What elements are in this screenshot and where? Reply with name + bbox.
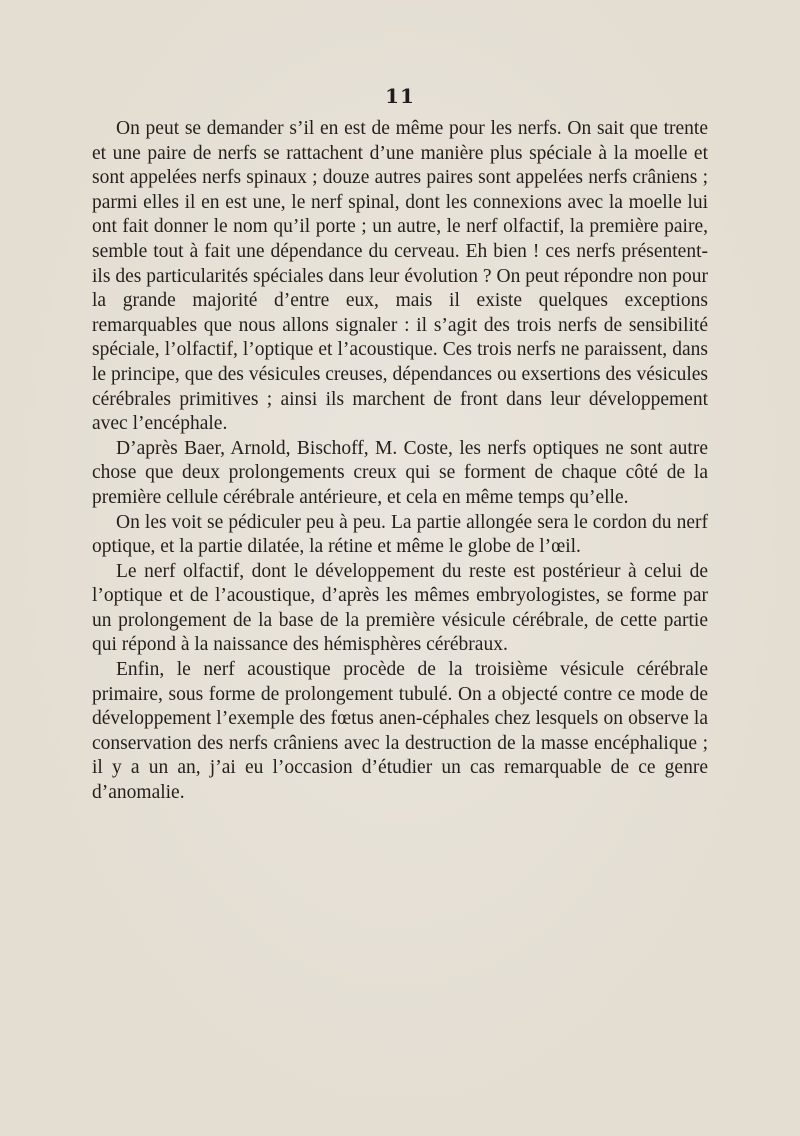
paragraph-4: Le nerf olfactif, dont le développement du reste est postérieur à celui de l’optique et de l’acoustique, d’après les mêmes embryologistes, se forme par un prolongement de la base de la première vésicule cérébrale, de cette partie qui répond à la naissance des hémisphères cérébraux. xyxy=(92,560,708,656)
paragraph-3: On les voit se pédiculer peu à peu. La partie allongée sera le cordon du nerf optique, et la partie dilatée, la rétine et même le globe de l’œil. xyxy=(92,511,708,558)
paragraph-1: On peut se demander s’il en est de même pour les nerfs. On sait que trente et une paire de nerfs se rattachent d’une manière plus spéciale à la moelle et sont appelées nerfs spinaux ; douze autres paires sont appelées nerfs crâniens ; parmi elles il en est une, le nerf spinal, dont les connexions avec la moelle lui ont fait donner le nom qu’il porte ; un autre, le nerf olfactif, la première paire, semble tout à fait une dépendance du cerveau. Eh bien ! ces nerfs présentent-ils des particularités spéciales dans leur évolution ? On peut répondre non pour la grande majorité d’entre eux, mais il existe quelques exceptions remarquables que nous allons signaler : il s’agit des trois nerfs de sensibilité spéciale, l’olfactif, l’optique et l’acoustique. Ces trois nerfs ne paraissent, dans le principe, que des vésicules creuses, dépendances ou exsertions des vésicules cérébrales primitives ; ainsi ils marchent de front dans leur développement avec l’encéphale. xyxy=(92,118,708,435)
paragraph-2: D’après Baer, Arnold, Bischoff, M. Coste, les nerfs optiques ne sont autre chose que deux prolongements creux qui se forment de chaque côté de la première cellule cérébrale antérieure, et cela en même temps qu’elle. xyxy=(92,437,708,508)
paragraph-5: Enfin, le nerf acoustique procède de la troisième vésicule cérébrale primaire, sous forme de prolongement tubulé. On a objecté contre ce mode de développement l’exemple des fœtus anen-céphales chez lesquels on observe la conservation des nerfs crâniens avec la destruction de la masse encéphalique ; il y a un an, j’ai eu l’occasion d’étudier un cas remarquable de ce genre d’anomalie. xyxy=(92,659,708,804)
body-text xyxy=(92,117,708,806)
page-number: 11 xyxy=(385,84,415,108)
